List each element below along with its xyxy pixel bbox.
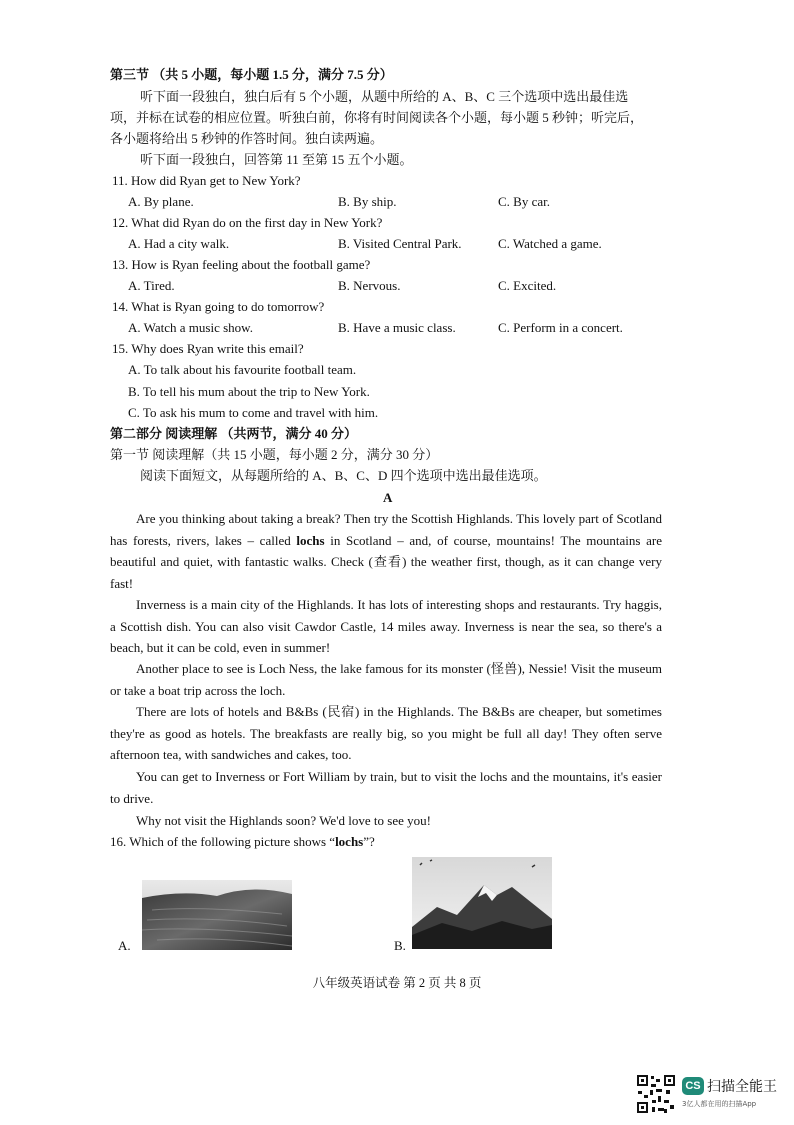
option-b: B. Have a music class. — [338, 320, 456, 335]
option-b-label: B. — [394, 938, 406, 953]
instruction-line: 项，并标在试卷的相应位置。听独白前，你将有时间阅读各个小题，每小题 5 秒钟；听完后， — [110, 110, 644, 125]
option-c: C. Perform in a concert. — [498, 320, 623, 335]
cs-logo-badge: CS — [682, 1077, 704, 1095]
paragraph: There are lots of hotels and B&Bs (民宿) in the Highlands. The B&Bs are cheaper, but sometimes they're as good as hotels. The breakfasts are really big, so you might be full all day! They often serve afternoon tea, with sandwiches and cakes, too. — [110, 704, 662, 762]
mountain-picture — [412, 857, 552, 949]
option-c: C. By car. — [498, 194, 550, 209]
instruction-line: 听下面一段独白，独白后有 5 个小题，从题中所给的 A、B、C 三个选项中选出最佳选 — [140, 89, 629, 104]
paragraph: Are you thinking about taking a break? Then try the Scottish Highlands. This lovely part of Scotland has forests, rivers, lakes – called lochs in Scotland – and, of course, mountains! The mountains are beautiful and quiet, with fantastic walks. Check (查看) the weather first, though, as it can change very fast! — [110, 511, 662, 591]
instruction-line: 各小题将给出 5 秒钟的作答时间。独白读两遍。 — [110, 131, 384, 146]
part-title: 第二部分 阅读理解 （共两节，满分 40 分） — [110, 426, 358, 441]
qr-code-icon — [636, 1074, 676, 1114]
mountain-image — [412, 857, 552, 949]
option-a: A. Had a city walk. — [128, 236, 230, 251]
scanner-watermark — [636, 1074, 786, 1114]
paragraph: Inverness is a main city of the Highlands. It has lots of interesting shops and restaurants. Try haggis, a Scottish dish. You can also visit Cawdor Castle, 14 miles away. Inverness is near the sea, so there's a beach, but it can be cold, even in summer! — [110, 597, 662, 655]
question-stem: 14. What is Ryan going to do tomorrow? — [112, 299, 325, 314]
paragraph: Why not visit the Highlands soon? We'd love to see you! — [136, 813, 431, 828]
question-stem: 15. Why does Ryan write this email? — [112, 341, 304, 356]
keyword-lochs: lochs — [296, 532, 325, 548]
question-stem: 12. What did Ryan do on the first day in New York? — [112, 215, 383, 230]
reading-instruction: 阅读下面短文，从每题所给的 A、B、C、D 四个选项中选出最佳选项。 — [140, 468, 547, 483]
option-c: C. Watched a game. — [498, 236, 602, 251]
paragraph: You can get to Inverness or Fort William by train, but to visit the lochs and the mountains, it's easier to drive. — [110, 769, 662, 806]
option-a-label: A. — [118, 938, 131, 953]
option-a: A. Watch a music show. — [128, 320, 253, 335]
paragraph: Another place to see is Loch Ness, the lake famous for its monster (怪兽), Nessie! Visit the museum or take a boat trip across the loch. — [110, 661, 662, 698]
page-footer: 八年级英语试卷 第 2 页 共 8 页 — [312, 976, 482, 990]
question-stem: 16. Which of the following picture shows “lochs”? — [110, 834, 375, 849]
option-a: A. By plane. — [128, 194, 194, 209]
section-title: 第三节 （共 5 小题，每小题 1.5 分，满分 7.5 分） — [110, 67, 393, 82]
passage-label: A — [383, 490, 393, 505]
option-b: B. By ship. — [338, 194, 397, 209]
option-a: A. Tired. — [128, 278, 175, 293]
section-title: 第一节 阅读理解（共 15 小题，每小题 2 分，满分 30 分） — [110, 447, 439, 462]
desert-dunes-picture — [142, 880, 292, 950]
option-c: C. To ask his mum to come and travel with him. — [128, 405, 379, 420]
scanner-tagline: 3亿人都在用的扫描App — [682, 1100, 757, 1108]
option-a: A. To talk about his favourite football team. — [128, 362, 357, 377]
option-b: B. To tell his mum about the trip to New York. — [128, 384, 370, 399]
option-b: B. Nervous. — [338, 278, 401, 293]
instruction-line: 听下面一段独白，回答第 11 至第 15 五个小题。 — [140, 152, 413, 167]
option-b: B. Visited Central Park. — [338, 236, 462, 251]
question-stem: 13. How is Ryan feeling about the football game? — [112, 257, 371, 272]
scanner-app-name: 扫描全能王 — [707, 1079, 777, 1095]
question-stem: 11. How did Ryan get to New York? — [112, 173, 301, 188]
desert-dunes-image — [142, 880, 292, 950]
option-c: C. Excited. — [498, 278, 557, 293]
